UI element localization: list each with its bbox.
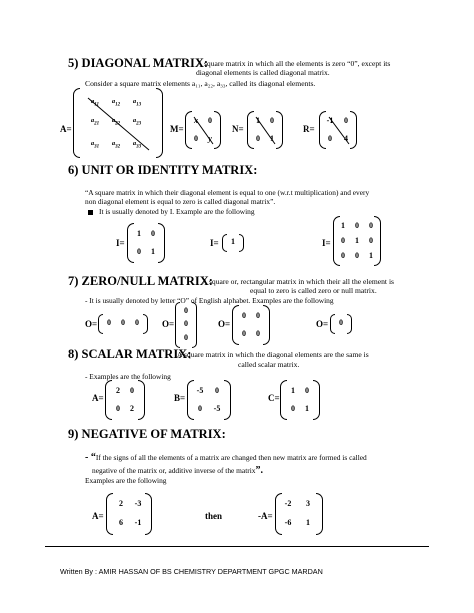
matrix-cell: 2 xyxy=(119,499,123,508)
matrix-cell: 6 xyxy=(119,518,123,527)
zero-matrix-square xyxy=(232,305,270,345)
matrix-cell: 4 xyxy=(344,134,348,143)
matrix-M-label: M= xyxy=(170,124,184,134)
matrix-cell: y xyxy=(208,134,212,143)
matrix-cell: 1 xyxy=(151,247,155,256)
section-8-examples: - Examples are the following xyxy=(85,372,171,381)
zero-single-label: O= xyxy=(316,319,329,329)
section-6-title: 6) UNIT OR IDENTITY MATRIX: xyxy=(68,163,258,177)
matrix-cell: -2 xyxy=(284,499,292,508)
section-6-bullet: It is usually denoted by I. Example are the following xyxy=(88,207,255,216)
matrix-cell: 1 xyxy=(306,518,310,527)
matrix-cell: 0 xyxy=(339,318,343,327)
matrix-cell: 0 xyxy=(194,134,198,143)
matrix-cell: 0 xyxy=(208,116,212,125)
zero-row-label: O= xyxy=(85,319,98,329)
identity-matrix-2x2 xyxy=(127,223,165,263)
section-5-def-line2: diagonal elements is called diagonal matrix. xyxy=(196,68,330,77)
identity-matrix-1x1 xyxy=(222,234,244,252)
section-7-def-line2: equal to zero is called zero or null matrix. xyxy=(250,286,377,295)
scalar-matrix-C xyxy=(280,380,320,420)
matrix-cell: $a_{31}$ xyxy=(90,140,100,150)
matrix-cell: 0 xyxy=(242,329,246,338)
scalar-C-label: C= xyxy=(268,393,280,403)
section-5-consider: Consider a square matrix elements a₁₁, a₂₂, a₃₃, called its diagonal elements. xyxy=(85,79,316,88)
matrix-cell: 0 xyxy=(305,386,309,395)
matrix-cell: -5 xyxy=(196,386,204,395)
section-6-def-line2: non diagonal element is equal to zero is called diagonal matrix”. xyxy=(85,197,276,206)
matrix-cell: $a_{32}$ xyxy=(111,140,121,150)
matrix-cell: 1 xyxy=(270,134,274,143)
matrix-cell: 0 xyxy=(344,116,348,125)
matrix-cell: 0 xyxy=(121,318,125,327)
matrix-cell: 0 xyxy=(256,311,260,320)
matrix-cell: -6 xyxy=(284,518,292,527)
matrix-cell: 0 xyxy=(256,134,260,143)
scalar-matrix-A xyxy=(105,380,145,420)
matrix-cell: $a_{23}$ xyxy=(132,117,142,127)
matrix-cell: $a_{33}$ xyxy=(132,140,142,150)
matrix-cell: 0 xyxy=(270,116,274,125)
matrix-cell: 0 xyxy=(184,333,188,342)
matrix-cell: 0 xyxy=(341,251,345,260)
matrix-cell: 0 xyxy=(341,236,345,245)
matrix-cell: 1 xyxy=(137,229,141,238)
matrix-cell: 0 xyxy=(328,134,332,143)
matrix-cell: 0 xyxy=(291,404,295,413)
matrix-cell: -1 xyxy=(134,518,142,527)
section-9-def-line2: negative of the matrix or, additive inverse of the matrix”. xyxy=(92,465,263,476)
matrix-cell: 0 xyxy=(355,221,359,230)
zero-matrix-single xyxy=(330,314,352,334)
matrix-cell: 0 xyxy=(355,251,359,260)
matrix-cell: $a_{21}$ xyxy=(90,117,100,127)
footer-divider xyxy=(45,546,429,547)
section-7-note: - It is usually denoted by letter “O” of English alphabet. Examples are the following xyxy=(85,296,334,305)
identity-3x3-label: I= xyxy=(322,238,331,248)
section-7-def-line1: A square or, rectangular matrix in which their all the element is xyxy=(202,277,395,286)
section-9-title: 9) NEGATIVE OF MATRIX: xyxy=(68,427,226,441)
matrix-cell: x xyxy=(194,116,198,125)
matrix-cell: $a_{11}$ xyxy=(91,98,99,108)
identity-matrix-3x3 xyxy=(333,216,381,266)
matrix-cell: 0 xyxy=(137,247,141,256)
matrix-cell: -3 xyxy=(134,499,142,508)
matrix-cell: $a_{22}$ xyxy=(111,117,121,127)
identity-1x1-label: I= xyxy=(210,238,219,248)
negative-A-label: A= xyxy=(92,511,104,521)
matrix-R xyxy=(319,111,357,149)
matrix-M xyxy=(185,111,221,149)
scalar-B-label: B= xyxy=(174,393,186,403)
matrix-N xyxy=(247,111,283,149)
section-5-title: 5) DIAGONAL MATRIX: xyxy=(68,56,209,70)
section-7-title: 7) ZERO/NULL MATRIX: xyxy=(68,274,213,288)
matrix-cell: 0 xyxy=(369,221,373,230)
section-8-def-line2: called scalar matrix. xyxy=(238,360,300,369)
matrix-cell: 0 xyxy=(198,404,202,413)
matrix-A-original xyxy=(106,493,152,535)
matrix-cell: $a_{13}$ xyxy=(132,98,142,108)
section-8-def-line1: A square matrix in which the diagonal elements are the same is xyxy=(177,350,369,359)
section-6-def-line1: “A square matrix in which their diagonal element is equal to one (w.r.t multiplication) and every xyxy=(85,188,370,197)
matrix-A-label: A= xyxy=(60,124,72,134)
section-9-examples: Examples are the following xyxy=(85,476,167,485)
matrix-A-general xyxy=(73,88,163,158)
matrix-cell: 0 xyxy=(135,318,139,327)
matrix-cell: -1 xyxy=(326,116,334,125)
matrix-cell: 1 xyxy=(341,221,345,230)
matrix-cell: 0 xyxy=(184,306,188,315)
matrix-cell: 0 xyxy=(242,311,246,320)
zero-matrix-row xyxy=(98,314,148,334)
bullet-icon xyxy=(88,210,93,215)
matrix-cell: 0 xyxy=(116,404,120,413)
section-8-title: 8) SCALAR MATRIX: xyxy=(68,347,192,361)
section-5-def-line1: A square matrix in which all the elements is zero “0”, except its xyxy=(197,59,391,68)
matrix-cell: 1 xyxy=(256,116,260,125)
matrix-cell: 0 xyxy=(107,318,111,327)
matrix-cell: 0 xyxy=(369,236,373,245)
zero-square-label: O= xyxy=(218,319,231,329)
matrix-cell: 2 xyxy=(130,404,134,413)
matrix-cell: 1 xyxy=(291,386,295,395)
matrix-cell: 1 xyxy=(305,404,309,413)
scalar-A-label: A= xyxy=(92,393,104,403)
matrix-cell: -5 xyxy=(213,404,221,413)
matrix-cell: 0 xyxy=(215,386,219,395)
matrix-cell: $a_{12}$ xyxy=(111,98,121,108)
matrix-cell: 1 xyxy=(369,251,373,260)
matrix-negative-A xyxy=(275,493,323,535)
footer-author: Written By : AMIR HASSAN OF BS CHEMISTRY DEPARTMENT GPGC MARDAN xyxy=(60,567,323,576)
identity-2x2-label: I= xyxy=(116,238,125,248)
section-9-def-line1: - “If the signs of all the elements of a matrix are changed then new matrix are formed is called xyxy=(85,452,367,463)
negative-minusA-label: -A= xyxy=(258,511,273,521)
zero-matrix-column xyxy=(175,302,197,348)
matrix-cell: 3 xyxy=(306,499,310,508)
zero-col-label: O= xyxy=(162,319,175,329)
matrix-cell: 0 xyxy=(130,386,134,395)
scalar-matrix-B xyxy=(187,380,231,420)
matrix-cell: 1 xyxy=(355,236,359,245)
then-text: then xyxy=(205,511,223,521)
matrix-N-label: N= xyxy=(232,124,244,134)
matrix-cell: 0 xyxy=(184,319,188,328)
matrix-cell: 0 xyxy=(256,329,260,338)
matrix-cell: 2 xyxy=(116,386,120,395)
matrix-cell: 0 xyxy=(151,229,155,238)
matrix-R-label: R= xyxy=(303,124,315,134)
matrix-cell: 1 xyxy=(231,237,235,246)
